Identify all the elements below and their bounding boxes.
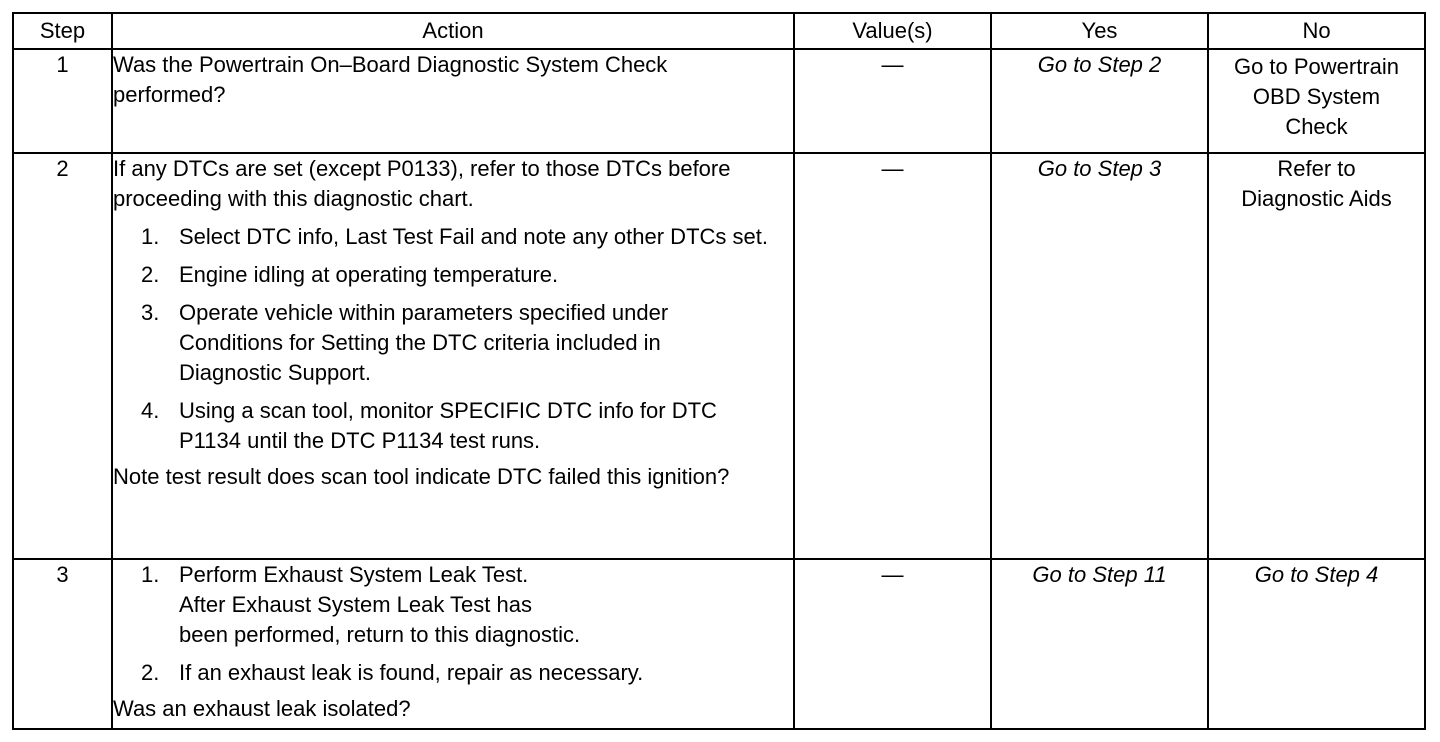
list-item <box>113 560 793 650</box>
no-cell <box>1208 153 1425 559</box>
list-item-number: 2. <box>141 660 160 685</box>
list-item-text: Using a scan tool, monitor SPECIFIC DTC info for DTC P1134 until the DTC P1134 test runs. <box>179 398 717 453</box>
yes-cell <box>991 559 1208 729</box>
step-number: 1 <box>13 49 112 153</box>
action-cell <box>112 153 794 559</box>
action-text: Was the Powertrain On–Board Diagnostic System Check performed? <box>113 52 668 107</box>
header-yes: Yes <box>991 13 1208 49</box>
list-item <box>113 222 793 252</box>
yes-goto-link[interactable]: Go to Step 3 <box>1037 156 1162 181</box>
value-dash: — <box>881 562 904 587</box>
list-item-text: If an exhaust leak is found, repair as necessary. <box>179 660 644 685</box>
list-item <box>113 298 793 388</box>
no-goto-link[interactable] <box>1209 154 1424 214</box>
list-item-line-3: been performed, return to this diagnostic. <box>179 622 581 647</box>
list-item-text: Engine idling at operating temperature. <box>179 262 559 287</box>
no-line-1: Refer to <box>1277 156 1356 181</box>
action-intro: If any DTCs are set (except P0133), refer to those DTCs before proceeding with this diagnostic chart. <box>113 156 731 211</box>
yes-cell <box>991 49 1208 153</box>
table-row-step-3 <box>13 559 1425 729</box>
no-line-2: Diagnostic Aids <box>1241 186 1392 211</box>
header-action: Action <box>112 13 794 49</box>
yes-goto-link[interactable]: Go to Step 11 <box>1032 562 1167 587</box>
value-cell <box>794 559 991 729</box>
action-cell <box>112 49 794 153</box>
no-goto-link[interactable]: Go to Powertrain OBD System Check <box>1233 54 1400 139</box>
list-item-number: 4. <box>141 398 160 423</box>
list-item-line-2: After Exhaust System Leak Test has <box>179 592 532 617</box>
value-cell <box>794 49 991 153</box>
action-steps-list <box>113 560 793 688</box>
action-question: Note test result does scan tool indicate DTC failed this ignition? <box>113 464 730 489</box>
action-cell <box>112 559 794 729</box>
list-item-number: 3. <box>141 300 160 325</box>
table-row-step-2 <box>13 153 1425 559</box>
list-item <box>113 260 793 290</box>
step-number: 2 <box>13 153 112 559</box>
list-item <box>113 658 793 688</box>
table-row-step-1 <box>13 49 1425 153</box>
yes-cell <box>991 153 1208 559</box>
list-item-number: 2. <box>141 262 160 287</box>
step-number: 3 <box>13 559 112 729</box>
header-row <box>13 13 1425 49</box>
list-item-text: Operate vehicle within parameters specified under Conditions for Setting the DTC criteria included in Diagnostic Support. <box>179 300 669 385</box>
value-dash: — <box>881 156 904 181</box>
header-no: No <box>1208 13 1425 49</box>
list-item-number: 1. <box>141 224 160 249</box>
action-steps-list <box>113 222 793 456</box>
list-item-line-1: Perform Exhaust System Leak Test. <box>179 562 529 587</box>
no-cell <box>1208 559 1425 729</box>
header-step: Step <box>13 13 112 49</box>
list-item-number: 1. <box>141 562 160 587</box>
diagnostic-table <box>12 12 1426 730</box>
yes-goto-link[interactable]: Go to Step 2 <box>1037 52 1162 77</box>
no-cell <box>1208 49 1425 153</box>
list-item <box>113 396 793 456</box>
no-goto-link[interactable]: Go to Step 4 <box>1254 562 1379 587</box>
action-question: Was an exhaust leak isolated? <box>113 696 411 721</box>
value-cell <box>794 153 991 559</box>
header-values: Value(s) <box>794 13 991 49</box>
list-item-text: Select DTC info, Last Test Fail and note any other DTCs set. <box>179 224 768 249</box>
value-dash: — <box>881 52 904 77</box>
